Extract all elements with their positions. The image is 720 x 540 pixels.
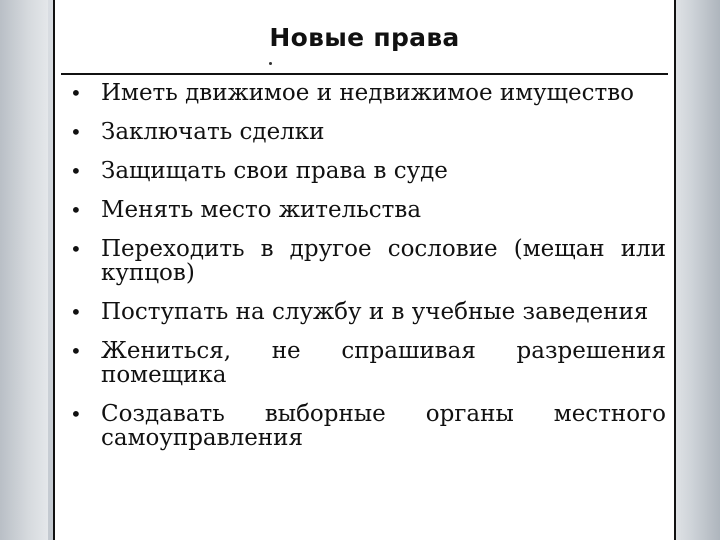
list-item xyxy=(67,120,666,144)
bullet-icon: • xyxy=(70,237,82,261)
list-item xyxy=(67,402,666,450)
right-background-strip xyxy=(672,0,720,540)
list-item-text: Поступать на службу и в учебные заведения xyxy=(101,299,649,325)
list-item xyxy=(67,198,666,222)
left-background-strip xyxy=(0,0,48,540)
bullet-icon: • xyxy=(70,81,82,105)
list-item xyxy=(67,300,666,324)
bullet-icon: • xyxy=(70,198,82,222)
rights-list xyxy=(67,81,666,465)
list-item-text: Создавать выборные органы местного самоуправления xyxy=(101,401,666,451)
list-item-text: Иметь движимое и недвижимое имущество xyxy=(101,80,635,106)
table-header xyxy=(61,0,668,75)
list-item-text: Защищать свои права в суде xyxy=(101,158,448,184)
list-item-text: Переходить в другое сословие (мещан или купцов) xyxy=(101,236,666,286)
bullet-icon: • xyxy=(70,402,82,426)
list-item xyxy=(67,237,666,285)
bullet-icon: • xyxy=(70,120,82,144)
bullet-icon: • xyxy=(70,339,82,363)
list-item-text: Заключать сделки xyxy=(101,119,325,145)
scan-speck xyxy=(269,62,272,65)
list-item-text: Менять место жительства xyxy=(101,197,422,223)
bullet-icon: • xyxy=(70,300,82,324)
table-title: Новые права xyxy=(269,23,460,52)
list-item xyxy=(67,339,666,387)
rights-table xyxy=(53,0,676,540)
list-item xyxy=(67,81,666,105)
bullet-icon: • xyxy=(70,159,82,183)
list-item-text: Жениться, не спрашивая разрешения помещика xyxy=(101,338,666,388)
list-item xyxy=(67,159,666,183)
